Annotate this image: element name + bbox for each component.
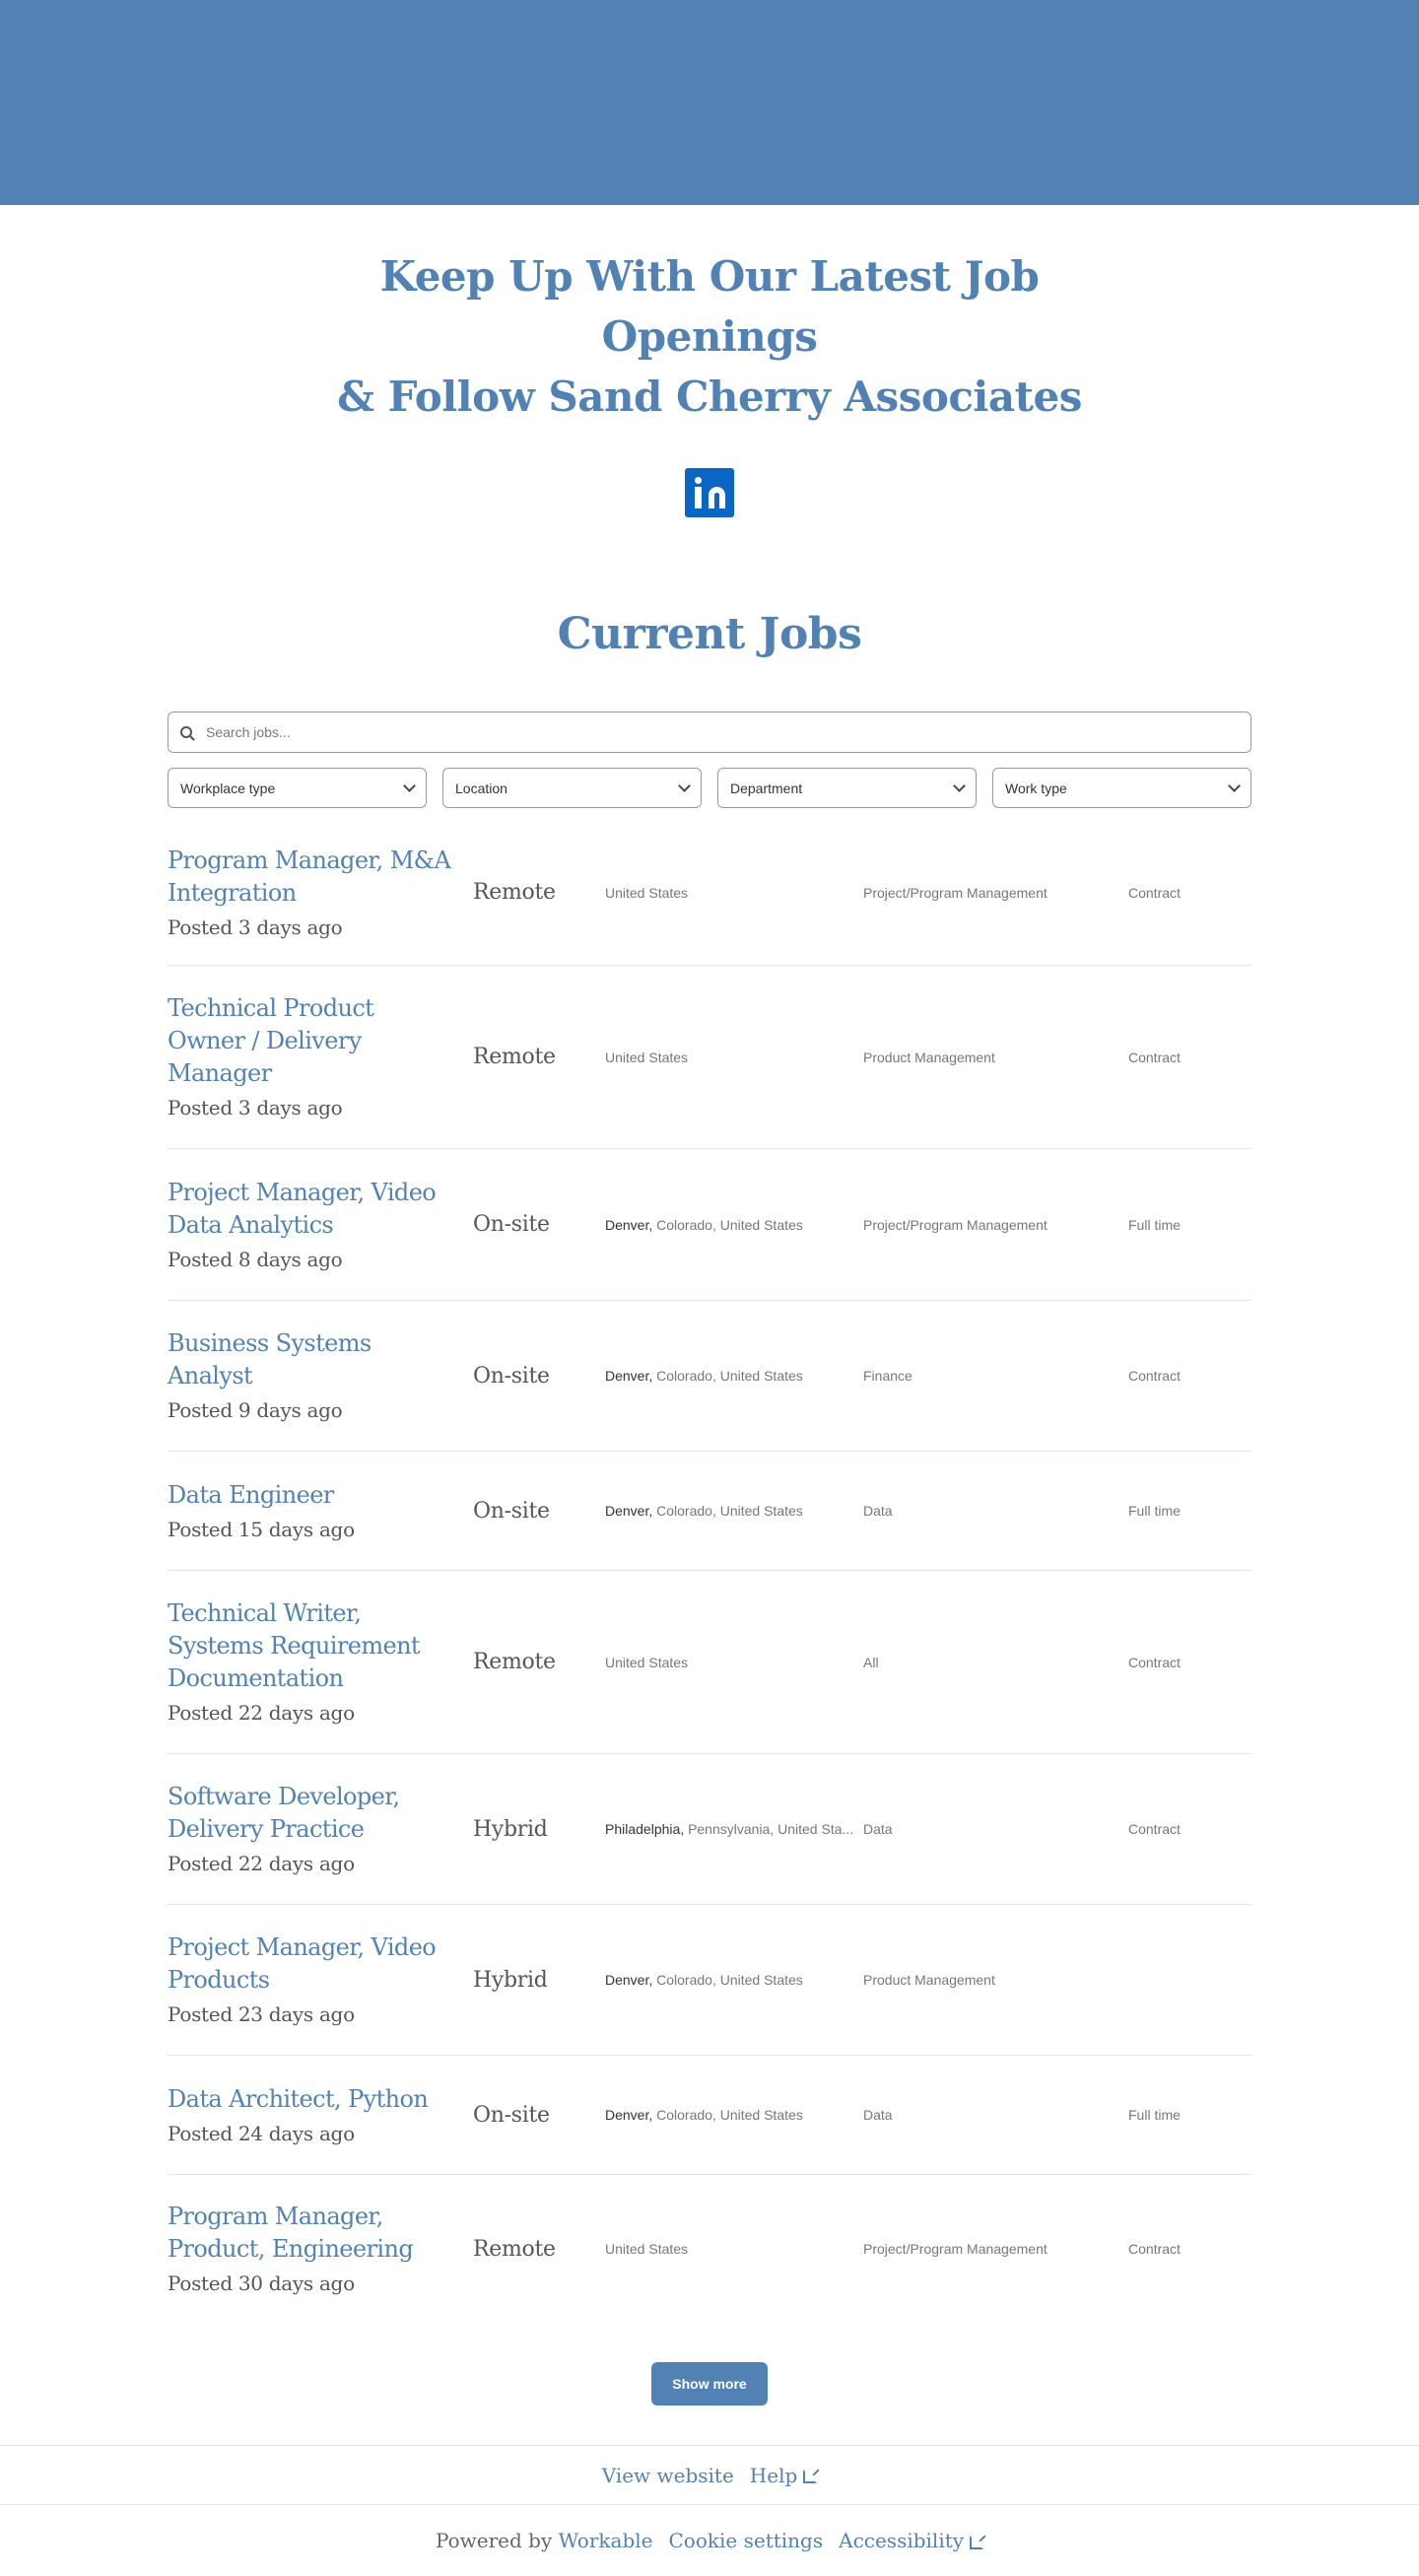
job-workplace: Remote	[473, 1650, 556, 1674]
job-city: Denver,	[605, 1368, 653, 1384]
job-location-rest: United States	[605, 1049, 689, 1065]
job-department: Data	[863, 1503, 893, 1519]
job-posted: Posted 22 days ago	[168, 1852, 355, 1875]
job-department: Project/Program Management	[863, 2241, 1047, 2257]
job-type: Contract	[1128, 1049, 1181, 1065]
intro-title-line1: Keep Up With Our Latest Job Openings	[379, 252, 1040, 361]
chevron-down-icon	[1228, 780, 1241, 792]
job-workplace: Hybrid	[473, 1816, 548, 1842]
job-department: All	[863, 1654, 879, 1670]
job-posted: Posted 15 days ago	[168, 1517, 355, 1541]
job-location	[605, 2107, 863, 2123]
intro-title	[266, 246, 1153, 427]
job-location	[605, 1368, 863, 1384]
filters-bar	[168, 768, 1251, 808]
help-link[interactable]	[750, 2464, 817, 2487]
job-department: Project/Program Management	[863, 884, 1047, 901]
job-posted: Posted 30 days ago	[168, 2271, 355, 2295]
job-row[interactable]	[168, 966, 1251, 1149]
search-box[interactable]	[168, 712, 1251, 753]
accessibility-label: Accessibility	[839, 2529, 965, 2552]
job-row[interactable]	[168, 1452, 1251, 1571]
show-more-wrap	[168, 2362, 1251, 2406]
job-workplace: On-site	[473, 2102, 550, 2128]
job-title[interactable]: Technical Product Owner / Delivery Manager	[168, 994, 374, 1087]
job-location	[605, 1217, 863, 1233]
job-list	[168, 820, 1251, 2323]
job-title[interactable]: Data Architect, Python	[168, 2084, 429, 2113]
view-website-link[interactable]: View website	[601, 2463, 734, 2487]
job-row[interactable]	[168, 1571, 1251, 1754]
job-workplace: Remote	[473, 880, 556, 905]
job-posted: Posted 22 days ago	[168, 1701, 355, 1725]
cookie-settings-link[interactable]: Cookie settings	[668, 2529, 824, 2552]
job-type: Contract	[1128, 884, 1181, 901]
job-type: Contract	[1128, 1654, 1181, 1670]
job-workplace: Remote	[473, 2236, 556, 2262]
job-type: Contract	[1128, 1821, 1181, 1837]
section-title: Current Jobs	[557, 609, 862, 659]
job-location	[605, 1972, 863, 1988]
job-posted: Posted 24 days ago	[168, 2121, 355, 2145]
chevron-down-icon	[953, 780, 966, 792]
show-more-button[interactable]: Show more	[651, 2362, 768, 2406]
job-location	[605, 1821, 863, 1837]
job-department: Product Management	[863, 1972, 995, 1988]
filter-workplace-type[interactable]	[168, 768, 427, 808]
job-type: Full time	[1128, 1503, 1181, 1519]
job-title[interactable]: Business Systems Analyst	[168, 1329, 372, 1390]
accessibility-link[interactable]	[839, 2529, 983, 2552]
job-location	[605, 1655, 863, 1670]
job-location-rest: United States	[605, 2241, 689, 2257]
job-city: Denver,	[605, 1216, 653, 1233]
job-location	[605, 1503, 863, 1519]
job-location-rest: United States	[605, 884, 689, 901]
job-department: Project/Program Management	[863, 1216, 1047, 1233]
job-location-rest: Pennsylvania, United Sta...	[688, 1821, 854, 1837]
external-link-icon	[970, 2536, 983, 2549]
job-location-rest: Colorado, United States	[656, 2107, 803, 2123]
job-city: Denver,	[605, 1972, 653, 1988]
job-row[interactable]	[168, 1149, 1251, 1301]
job-location-rest: Colorado, United States	[656, 1216, 803, 1233]
header-banner	[0, 0, 1419, 205]
job-row[interactable]	[168, 2056, 1251, 2175]
job-city: Denver,	[605, 2107, 653, 2123]
job-location	[605, 885, 863, 901]
job-row[interactable]	[168, 1754, 1251, 1905]
job-department: Data	[863, 2107, 893, 2123]
filter-label: Workplace type	[180, 780, 276, 796]
footer-bottom	[0, 2505, 1419, 2576]
job-location-rest: Colorado, United States	[656, 1972, 803, 1988]
job-title[interactable]: Technical Writer, Systems Requirement Documentation	[168, 1599, 420, 1692]
job-posted: Posted 3 days ago	[168, 915, 343, 939]
intro-title-line2: & Follow Sand Cherry Associates	[337, 373, 1082, 421]
job-type: Contract	[1128, 2241, 1181, 2257]
search-input[interactable]	[204, 723, 1250, 741]
job-location	[605, 2241, 863, 2257]
linkedin-icon[interactable]	[685, 468, 734, 517]
job-workplace: Remote	[473, 1045, 556, 1069]
intro-section	[0, 205, 1419, 522]
filter-location[interactable]	[442, 768, 702, 808]
filter-department[interactable]	[717, 768, 977, 808]
job-location-rest: United States	[605, 1654, 689, 1670]
job-title[interactable]: Project Manager, Video Products	[168, 1933, 437, 1994]
job-workplace: On-site	[473, 1363, 550, 1389]
filter-work-type[interactable]	[992, 768, 1251, 808]
chevron-down-icon	[403, 780, 416, 792]
job-title[interactable]: Program Manager, M&A Integration	[168, 846, 451, 907]
job-department: Data	[863, 1821, 893, 1837]
job-workplace: On-site	[473, 1498, 550, 1524]
job-row[interactable]	[168, 1301, 1251, 1452]
workable-link[interactable]: Workable	[558, 2529, 653, 2552]
job-posted: Posted 3 days ago	[168, 1096, 343, 1119]
job-title[interactable]: Data Engineer	[168, 1480, 334, 1509]
job-department: Finance	[863, 1368, 912, 1384]
jobs-container	[168, 712, 1251, 2406]
job-posted: Posted 23 days ago	[168, 2002, 355, 2026]
job-posted: Posted 9 days ago	[168, 1398, 343, 1422]
job-posted: Posted 8 days ago	[168, 1247, 343, 1271]
footer-links	[0, 2445, 1419, 2505]
job-title[interactable]: Project Manager, Video Data Analytics	[168, 1178, 437, 1239]
job-type: Contract	[1128, 1368, 1181, 1384]
job-row[interactable]	[168, 820, 1251, 966]
job-row[interactable]	[168, 1905, 1251, 2056]
external-link-icon	[803, 2470, 817, 2483]
job-location	[605, 1050, 863, 1065]
help-label: Help	[749, 2463, 798, 2487]
search-icon	[180, 726, 192, 738]
job-location-rest: Colorado, United States	[656, 1368, 803, 1384]
powered-by-label: Powered by	[435, 2529, 553, 2552]
job-department: Product Management	[863, 1049, 995, 1065]
filter-label: Department	[730, 780, 803, 796]
job-row[interactable]	[168, 2175, 1251, 2323]
job-workplace: On-site	[473, 1212, 550, 1237]
job-title[interactable]: Program Manager, Product, Engineering	[168, 2203, 414, 2263]
job-city: Denver,	[605, 1503, 653, 1519]
job-type: Full time	[1128, 2107, 1181, 2123]
job-city: Philadelphia,	[605, 1821, 685, 1837]
chevron-down-icon	[678, 780, 691, 792]
job-title[interactable]: Software Developer, Delivery Practice	[168, 1783, 400, 1843]
filter-label: Work type	[1005, 780, 1067, 796]
job-location-rest: Colorado, United States	[656, 1503, 803, 1519]
filter-label: Location	[455, 780, 507, 796]
job-type: Full time	[1128, 1216, 1181, 1233]
job-workplace: Hybrid	[473, 1967, 548, 1993]
